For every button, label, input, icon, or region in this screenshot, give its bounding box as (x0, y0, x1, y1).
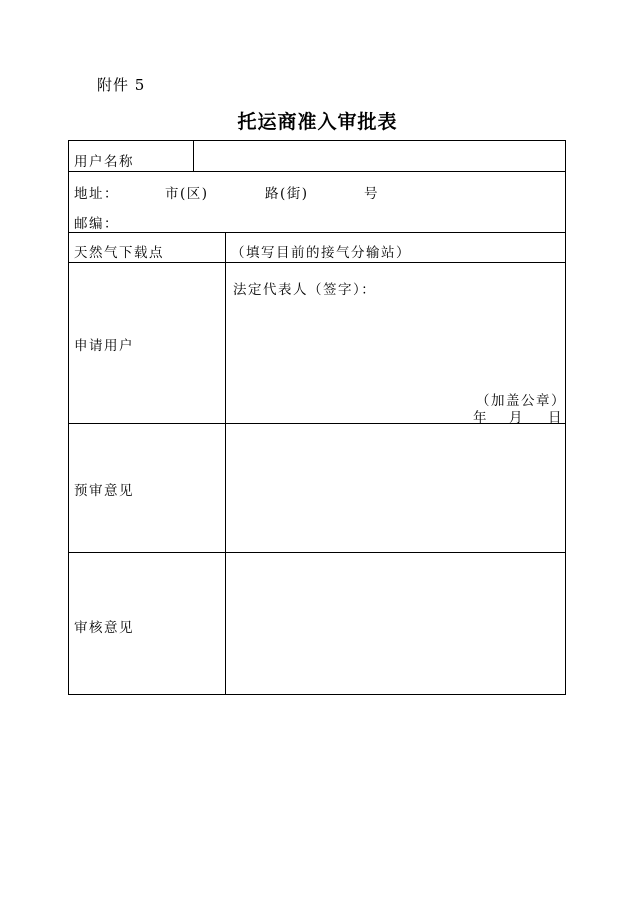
column-divider (225, 232, 226, 695)
pre-review-label: 预审意见 (74, 483, 134, 499)
approval-form-table (68, 140, 566, 695)
address-road-label: 路(街) (265, 186, 309, 202)
date-year-label: 年 (473, 410, 488, 426)
review-label: 审核意见 (74, 620, 134, 636)
attachment-label: 附件 5 (97, 76, 146, 94)
row-divider (69, 232, 565, 233)
pre-review-field[interactable] (231, 433, 561, 543)
legal-representative-signature-label: 法定代表人（签字）： (233, 282, 377, 298)
date-day-label: 日 (548, 410, 563, 426)
review-field[interactable] (231, 561, 561, 686)
official-seal-label: （加盖公章） (476, 393, 566, 409)
column-divider (193, 141, 194, 171)
row-divider (69, 423, 565, 424)
delivery-point-hint[interactable]: （填写目前的接气分输站） (231, 245, 411, 261)
row-divider (69, 552, 565, 553)
row-divider (69, 171, 565, 172)
user-name-field[interactable] (201, 150, 556, 166)
applicant-label: 申请用户 (74, 338, 134, 354)
row-divider (69, 262, 565, 263)
delivery-point-label: 天然气下载点 (74, 245, 164, 261)
date-month-label: 月 (509, 410, 524, 426)
address-number-label: 号 (364, 186, 379, 202)
user-name-label: 用户名称 (74, 154, 134, 170)
address-label: 地址： (74, 186, 119, 202)
postcode-label: 邮编： (74, 216, 119, 232)
form-title: 托运商准入审批表 (237, 111, 398, 133)
address-city-label: 市(区) (165, 186, 209, 202)
